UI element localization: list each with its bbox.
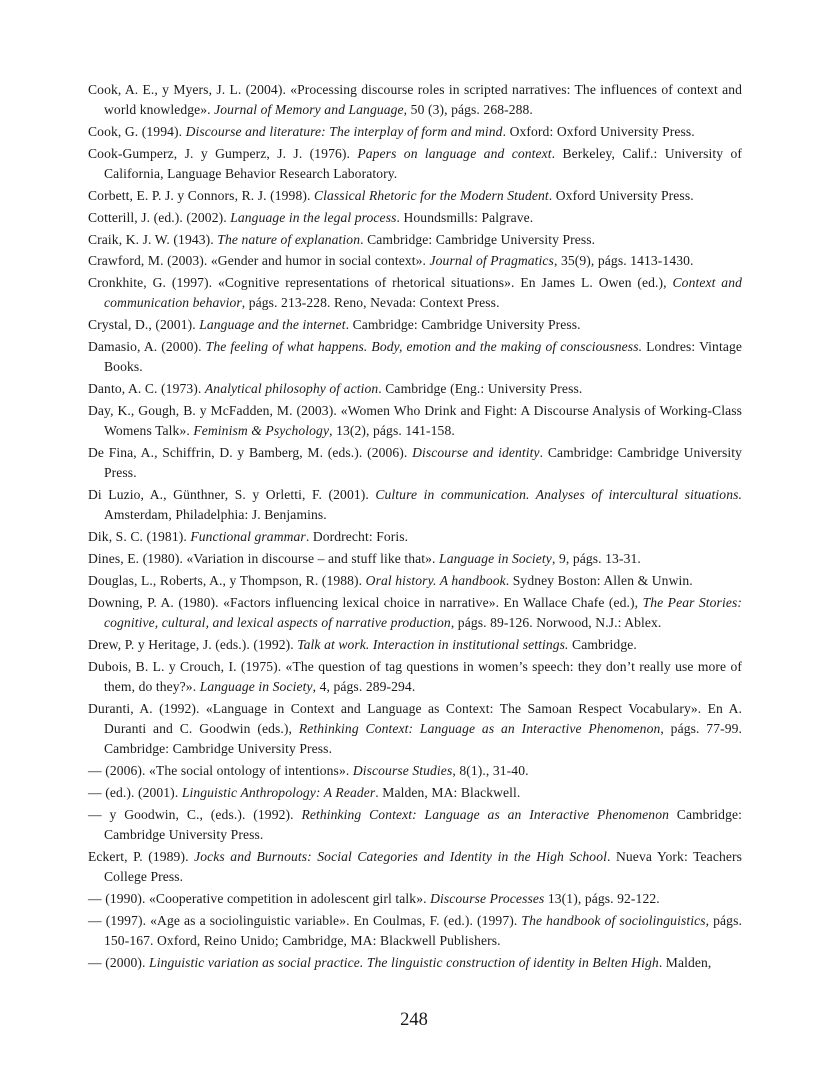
reference-text: . Cambridge: Cambridge University Press. — [104, 445, 742, 481]
reference-entry — [88, 144, 742, 185]
reference-entry — [88, 593, 742, 634]
reference-text: Dubois, B. L. y Crouch, I. (1975). «The question of tag questions in women’s speech: they don’t really use more of them, do they?». — [88, 658, 742, 694]
reference-text: . Oxford: Oxford University Press. — [502, 124, 695, 140]
reference-text: Douglas, L., Roberts, A., y Thompson, R. (1988). — [88, 572, 366, 588]
reference-text: 13(1), págs. 92-122. — [544, 890, 660, 906]
reference-entry — [88, 485, 742, 526]
reference-text: . Dordrecht: Foris. — [305, 529, 409, 545]
reference-text: Cook-Gumperz, J. y Gumperz, J. J. (1976). — [88, 145, 358, 161]
reference-text: . Cambridge: Cambridge University Press. — [360, 231, 596, 247]
reference-text: — y Goodwin, C., (eds.). (1992). — [88, 806, 302, 822]
reference-text: . Nueva York: Teachers College Press. — [104, 848, 742, 884]
bibliography-page — [88, 80, 742, 974]
reference-title-italic: Talk at work. Interaction in institutional settings. — [297, 636, 569, 652]
reference-text: , págs. 89-126. Norwood, N.J.: Ablex. — [450, 614, 662, 630]
reference-entry — [88, 337, 742, 378]
reference-text: De Fina, A., Schiffrin, D. y Bamberg, M. (eds.). (2006). — [88, 445, 413, 461]
reference-text: Di Luzio, A., Günthner, S. y Orletti, F. (2001). — [88, 487, 376, 503]
reference-title-italic: Linguistic variation as social practice. The linguistic construction of identity in Belten High — [149, 954, 659, 970]
reference-text: — (2000). — [88, 954, 150, 970]
reference-title-italic: The nature of explanation — [217, 231, 361, 247]
reference-text: . Berkeley, Calif.: University of California, Language Behavior Research Laboratory. — [104, 145, 742, 182]
reference-text: Duranti, A. (1992). «Language in Context and Language as Context: The Samoan Respect Vocabulary». En A. Duranti and C. Goodwin (eds.), — [88, 700, 742, 736]
reference-list — [88, 80, 742, 973]
reference-title-italic: The handbook of sociolinguistics — [521, 912, 706, 928]
reference-text: , 4, págs. 289-294. — [312, 678, 416, 694]
reference-text: Amsterdam, Philadelphia: J. Benjamins. — [104, 507, 327, 523]
reference-text: Drew, P. y Heritage, J. (eds.). (1992). — [88, 636, 298, 652]
reference-entry — [88, 273, 742, 314]
reference-entry — [88, 699, 742, 760]
reference-text: — (ed.). (2001). — [88, 784, 182, 800]
reference-title-italic: Oral history. A handbook — [365, 572, 506, 588]
reference-entry — [88, 527, 742, 547]
reference-text: . Cambridge: Cambridge University Press. — [345, 317, 581, 333]
reference-title-italic: Language and the internet — [199, 317, 346, 333]
reference-text: , 35(9), págs. 1413-1430. — [553, 253, 694, 269]
reference-text: Eckert, P. (1989). — [88, 848, 195, 864]
reference-entry — [88, 847, 742, 888]
reference-text: , págs. 77-99. Cambridge: Cambridge University Press. — [104, 720, 743, 757]
reference-text: — (1997). «Age as a sociolinguistic variable». En Coulmas, F. (ed.). (1997). — [88, 912, 522, 928]
reference-text: , 50 (3), págs. 268-288. — [403, 102, 533, 118]
reference-entry — [88, 80, 742, 121]
reference-entry — [88, 911, 742, 952]
reference-text: . Sydney Boston: Allen & Unwin. — [505, 572, 693, 588]
reference-title-italic: Rethinking Context: Language as an Interactive Phenomenon — [298, 720, 661, 736]
reference-title-italic: Linguistic Anthropology: A Reader — [181, 784, 376, 800]
reference-text: Cook, A. E., y Myers, J. L. (2004). «Processing discourse roles in scripted narratives: The influences of context and world knowledge». — [88, 82, 742, 118]
reference-title-italic: Rethinking Context: Language as an Interactive Phenomenon — [301, 806, 669, 822]
reference-entry — [88, 230, 742, 250]
reference-text: Danto, A. C. (1973). — [88, 381, 205, 397]
reference-text: Corbett, E. P. J. y Connors, R. J. (1998). — [88, 187, 314, 203]
reference-entry — [88, 889, 742, 909]
reference-title-italic: Feminism & Psychology — [193, 423, 330, 439]
reference-text: . Malden, — [658, 954, 712, 970]
reference-title-italic: Discourse and identity — [412, 445, 540, 461]
reference-entry — [88, 761, 742, 781]
reference-title-italic: Discourse and literature: The interplay of form and mind — [185, 124, 503, 140]
reference-text: Cambridge. — [568, 636, 637, 652]
reference-entry — [88, 635, 742, 655]
reference-entry — [88, 443, 742, 484]
reference-text: . Malden, MA: Blackwell. — [375, 784, 521, 800]
reference-title-italic: Culture in communication. Analyses of intercultural situations. — [375, 487, 742, 503]
reference-text: Cambridge: Cambridge University Press. — [104, 806, 742, 842]
reference-entry — [88, 186, 742, 206]
reference-text: Day, K., Gough, B. y McFadden, M. (2003). «Women Who Drink and Fight: A Discourse Analysis of Working-Class Womens Talk». — [88, 402, 742, 439]
reference-text: — (1990). «Cooperative competition in adolescent girl talk». — [88, 890, 431, 906]
reference-text: Craik, K. J. W. (1943). — [88, 231, 218, 247]
reference-title-italic: Papers on language and context — [357, 145, 552, 161]
reference-entry — [88, 251, 742, 271]
reference-entry — [88, 805, 742, 846]
reference-entry — [88, 122, 742, 142]
reference-title-italic: Jocks and Burnouts: Social Categories and Identity in the High School — [194, 848, 607, 864]
reference-title-italic: Journal of Pragmatics — [429, 253, 554, 269]
reference-text: , 13(2), págs. 141-158. — [329, 423, 455, 439]
reference-title-italic: Context and communication behavior — [104, 275, 743, 311]
reference-text: , 8(1)., 31-40. — [452, 763, 529, 778]
reference-entry — [88, 571, 742, 591]
reference-text: , 9, págs. 13-31. — [551, 551, 641, 567]
reference-entry — [88, 657, 742, 698]
page-number: 248 — [400, 1010, 428, 1030]
reference-entry — [88, 549, 742, 569]
reference-entry — [88, 379, 742, 399]
reference-text: Downing, P. A. (1980). «Factors influencing lexical choice in narrative». En Wallace Chafe (ed.), — [88, 594, 643, 610]
reference-text: , págs. 150-167. Oxford, Reino Unido; Cambridge, MA: Blackwell Publishers. — [104, 912, 742, 948]
reference-text: . Cambridge (Eng.: University Press. — [378, 381, 583, 397]
reference-text: . Oxford University Press. — [548, 187, 694, 203]
reference-text: Londres: Vintage Books. — [104, 339, 742, 375]
reference-text: Dines, E. (1980). «Variation in discourse – and stuff like that». — [88, 551, 440, 567]
reference-title-italic: The Pear Stories: cognitive, cultural, and lexical aspects of narrative production — [104, 594, 742, 630]
reference-text: Cronkhite, G. (1997). «Cognitive representations of rhetorical situations». En James L. Owen (ed.), — [88, 275, 673, 291]
reference-title-italic: Journal of Memory and Language — [214, 102, 404, 118]
reference-entry — [88, 953, 742, 973]
reference-text: — (2006). «The social ontology of intentions». — [88, 763, 353, 778]
reference-title-italic: Language in Society — [439, 551, 552, 567]
reference-title-italic: Language in Society — [199, 678, 313, 694]
reference-title-italic: Discourse Studies — [352, 763, 453, 778]
reference-text: . Houndsmills: Palgrave. — [396, 209, 534, 225]
reference-text: Crystal, D., (2001). — [88, 317, 200, 333]
reference-entry — [88, 783, 742, 803]
reference-title-italic: Language in the legal process — [230, 209, 397, 225]
reference-entry — [88, 208, 742, 228]
reference-text: Cotterill, J. (ed.). (2002). — [88, 209, 231, 225]
reference-title-italic: Discourse Processes — [430, 890, 545, 906]
reference-title-italic: Classical Rhetoric for the Modern Student — [313, 187, 549, 203]
reference-text: , págs. 213-228. Reno, Nevada: Context Press. — [241, 295, 500, 311]
reference-title-italic: The feeling of what happens. Body, emotion and the making of consciousness. — [205, 339, 643, 355]
reference-entry — [88, 401, 742, 442]
reference-text: Damasio, A. (2000). — [88, 339, 206, 355]
reference-text: Dik, S. C. (1981). — [88, 529, 191, 545]
reference-title-italic: Analytical philosophy of action — [204, 381, 379, 397]
reference-entry — [88, 315, 742, 335]
reference-title-italic: Functional grammar — [190, 529, 306, 545]
reference-text: Crawford, M. (2003). «Gender and humor in social context». — [88, 253, 430, 269]
reference-text: Cook, G. (1994). — [88, 124, 186, 140]
